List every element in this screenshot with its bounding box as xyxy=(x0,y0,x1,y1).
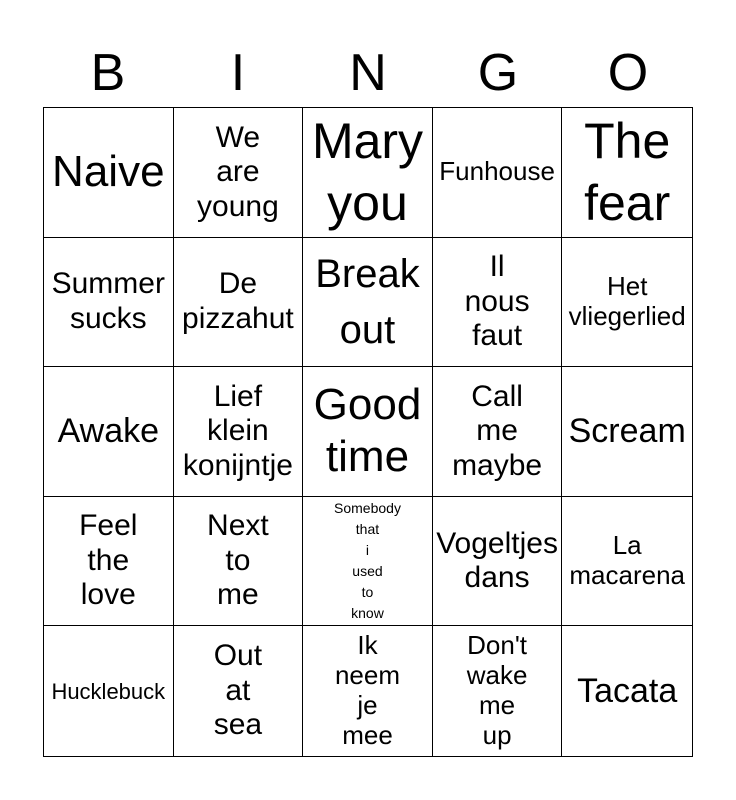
bingo-cell-label: Naive xyxy=(52,146,165,196)
bingo-cell[interactable] xyxy=(174,238,304,368)
bingo-cell[interactable] xyxy=(433,108,563,238)
header-letter-o: O xyxy=(607,44,649,102)
bingo-cell-label: Awake xyxy=(57,411,160,450)
bingo-cell-label: Don't wake me up xyxy=(466,630,528,751)
header-letter-b: B xyxy=(90,44,126,102)
bingo-header xyxy=(43,40,693,106)
bingo-cell[interactable] xyxy=(174,626,304,756)
bingo-cell-label: Out at sea xyxy=(213,639,263,742)
bingo-cell-label: Summer sucks xyxy=(51,267,165,335)
header-letter-g: G xyxy=(477,44,519,102)
bingo-cell-label: Good time xyxy=(313,379,422,482)
bingo-cell[interactable] xyxy=(433,626,563,756)
bingo-cell[interactable] xyxy=(44,367,174,497)
bingo-cell[interactable] xyxy=(44,108,174,238)
bingo-cell-label: Mary you xyxy=(311,112,424,232)
header-letter-i: I xyxy=(230,44,246,102)
bingo-cell[interactable] xyxy=(562,626,692,756)
bingo-cell[interactable] xyxy=(174,497,304,627)
bingo-cell[interactable] xyxy=(174,367,304,497)
bingo-cell[interactable] xyxy=(562,497,692,627)
bingo-cell[interactable] xyxy=(433,367,563,497)
bingo-cell-label: Feel the love xyxy=(79,509,138,612)
bingo-cell-label: Call me maybe xyxy=(452,379,543,482)
bingo-cell[interactable] xyxy=(174,108,304,238)
bingo-cell-label: Vogeltjes dans xyxy=(436,526,558,595)
bingo-cell-label: The fear xyxy=(584,112,671,232)
bingo-cell[interactable] xyxy=(562,367,692,497)
bingo-cell-label: Break out xyxy=(315,251,420,352)
bingo-cell[interactable] xyxy=(433,497,563,627)
bingo-cell-label: Scream xyxy=(568,411,686,450)
bingo-cell[interactable] xyxy=(44,497,174,627)
bingo-cell[interactable] xyxy=(562,238,692,368)
bingo-cell-label: Hucklebuck xyxy=(51,678,166,704)
bingo-cell-label: Ik neem je mee xyxy=(334,630,401,751)
bingo-cell-label: Lief klein konijntje xyxy=(182,379,293,482)
bingo-cell[interactable] xyxy=(44,626,174,756)
bingo-cell[interactable] xyxy=(303,108,433,238)
bingo-cell-label: Funhouse xyxy=(439,156,555,187)
bingo-cell[interactable] xyxy=(303,497,433,627)
bingo-cell[interactable] xyxy=(433,238,563,368)
bingo-cell-label: Next to me xyxy=(207,509,269,612)
bingo-cell-label: Somebody that i used to know xyxy=(334,500,401,622)
bingo-cell[interactable] xyxy=(44,238,174,368)
bingo-cell[interactable] xyxy=(562,108,692,238)
bingo-cell-label: Het vliegerlied xyxy=(568,271,686,331)
bingo-cell-label: De pizzahut xyxy=(182,267,294,335)
bingo-cell-label: Il nous faut xyxy=(464,250,530,353)
bingo-cell-label: Tacata xyxy=(577,671,678,710)
bingo-board xyxy=(43,107,693,757)
bingo-cell[interactable] xyxy=(303,367,433,497)
header-letter-n: N xyxy=(349,44,387,102)
bingo-cell-label: We are young xyxy=(197,120,279,223)
bingo-cell[interactable] xyxy=(303,626,433,756)
bingo-cell-label: La macarena xyxy=(569,530,685,591)
bingo-cell[interactable] xyxy=(303,238,433,368)
